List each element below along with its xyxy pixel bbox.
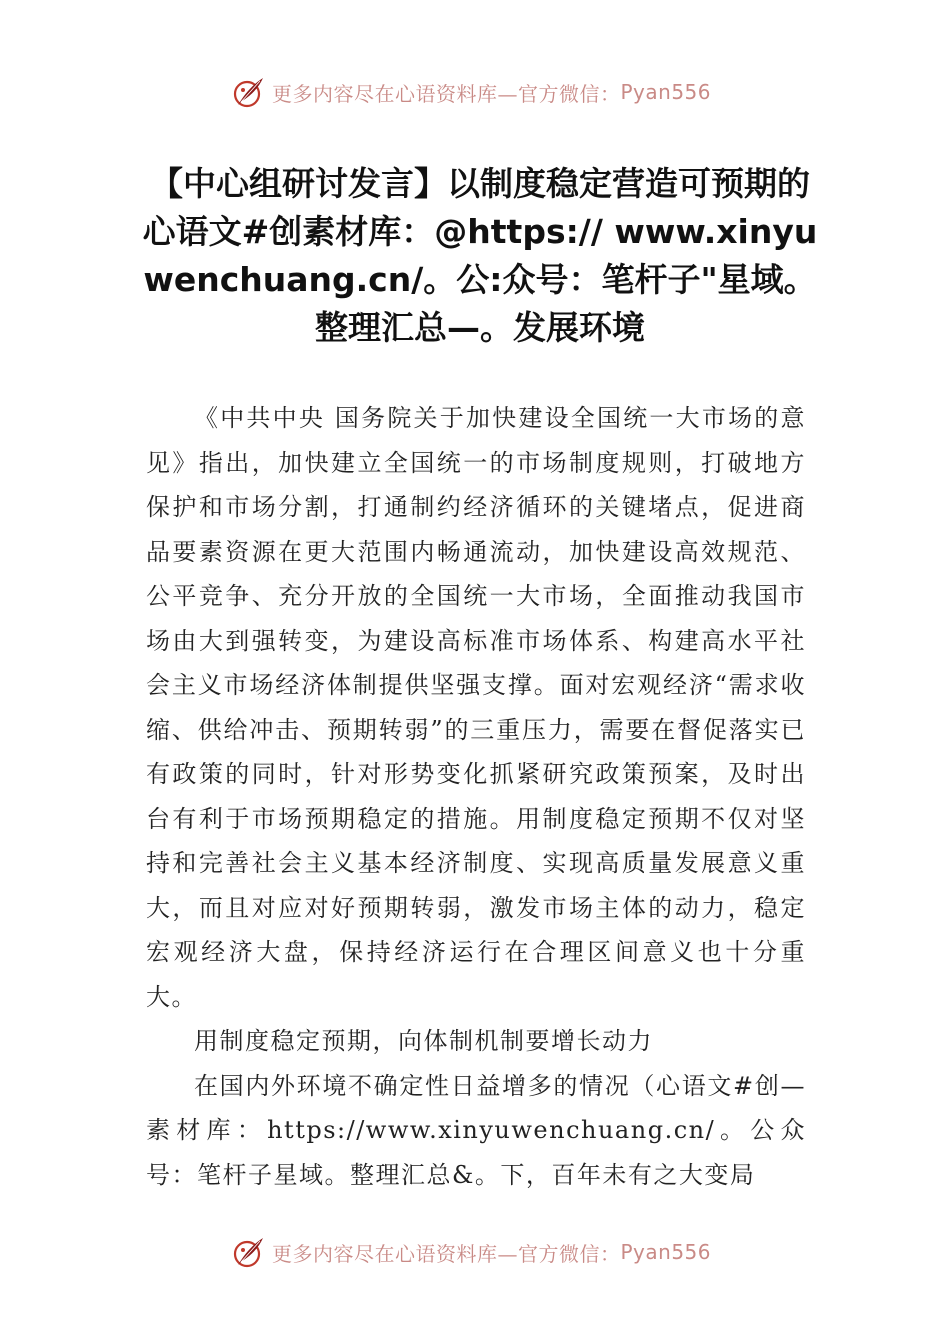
feather-quill-logo-icon [232,1235,266,1269]
paragraph: 在国内外环境不确定性日益增多的情况（心语文#创—素材库：https://www.xinyuwenchuang.cn/。公众号：笔杆子星域。整理汇总&。下，百年未有之大变局 [146,1071,806,1189]
document-title: 【中心组研讨发言】以制度稳定营造可预期的心语文#创素材库：@https:// www.xinyuwenchuang.cn/。公:众号：笔杆子"星域。整理汇总—。发展环境 [142,164,818,347]
banner-text: 更多内容尽在心语资料库—官方微信： [272,81,621,106]
header-banner [232,72,732,112]
wechat-id: Pyan556 [620,80,712,104]
paragraph: 用制度稳定预期，向体制机制要增长动力 [194,1027,653,1055]
document-body [146,396,806,1197]
wechat-id: Pyan556 [620,1240,712,1264]
paragraph: 《中共中央 国务院关于加快建设全国统一大市场的意见》指出，加快建立全国统一的市场制度规则，打破地方保护和市场分割，打通制约经济循环的关键堵点，促进商品要素资源在更大范围内畅通流动，加快建设高效规范、公平竞争、充分开放的全国统一大市场，全面推动我国市场由大到强转变，为建设高标准市场体系、构建高水平社会主义市场经济体制提供坚强支撑。面对宏观经济“需求收缩、供给冲击、预期转弱”的三重压力，需要在督促落实已有政策的同时，针对形势变化抓紧研究政策预案，及时出台有利于市场预期稳定的措施。用制度稳定预期不仅对坚持和完善社会主义基本经济制度、实现高质量发展意义重大，而且对应对好预期转弱，激发市场主体的动力，稳定宏观经济大盘，保持经济运行在合理区间意义也十分重大。 [146,404,806,1011]
feather-quill-logo-icon [232,75,266,109]
banner-text: 更多内容尽在心语资料库—官方微信： [272,1241,621,1266]
footer-banner [232,1232,732,1272]
